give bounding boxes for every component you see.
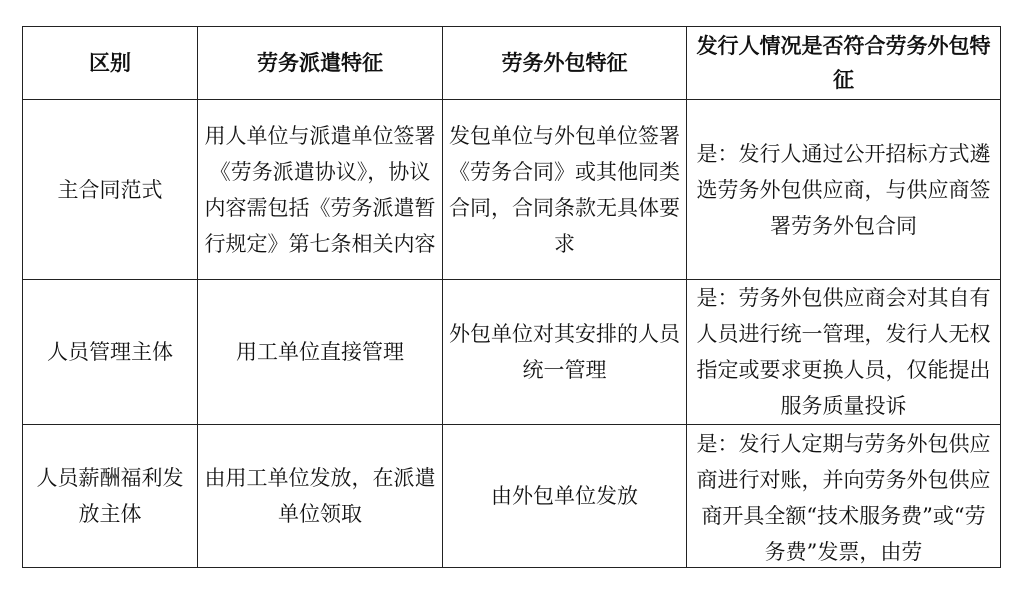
header-category-label: 区别 (89, 51, 131, 75)
cell-outsourcing-text: 发包单位与外包单位签署《劳务合同》或其他同类合同，合同条款无具体要求 (449, 123, 680, 256)
cell-outsourcing-text: 外包单位对其安排的人员统一管理 (449, 322, 680, 382)
header-dispatch (198, 27, 443, 100)
table-header-row (23, 27, 1001, 100)
cell-outsourcing (443, 100, 687, 280)
cell-issuer-text: 是：发行人通过公开招标方式遴选劳务外包供应商，与供应商签署劳务外包合同 (696, 141, 991, 238)
cell-dispatch (198, 425, 443, 568)
cell-category-text: 人员管理主体 (47, 340, 173, 364)
cell-dispatch (198, 100, 443, 280)
cell-outsourcing (443, 425, 687, 568)
cell-outsourcing-text: 由外包单位发放 (491, 484, 638, 508)
cell-dispatch-text: 用工单位直接管理 (236, 340, 404, 364)
cell-category-text: 主合同范式 (57, 177, 163, 202)
cell-dispatch-text: 由用工单位发放，在派遣单位领取 (204, 466, 436, 526)
table-row (23, 100, 1001, 280)
cell-issuer (687, 425, 1001, 568)
header-category (23, 27, 198, 100)
table-row (23, 280, 1001, 425)
header-issuer (687, 27, 1001, 100)
cell-dispatch (198, 280, 443, 425)
cell-outsourcing (443, 280, 687, 425)
cell-dispatch-text: 用人单位与派遣单位签署《劳务派遣协议》，协议内容需包括《劳务派遣暂行规定》第七条相关内容 (204, 123, 436, 256)
cell-category (23, 280, 198, 425)
cell-category (23, 425, 198, 568)
comparison-table (22, 26, 1001, 568)
table-row (23, 425, 1001, 568)
header-dispatch-label: 劳务派遣特征 (257, 51, 383, 75)
cell-category (23, 100, 198, 280)
header-outsourcing-label: 劳务外包特征 (501, 51, 628, 75)
cell-issuer-text: 是：发行人定期与劳务外包供应商进行对账，并向劳务外包供应商开具全额“技术服务费”或“劳务费”发票，由劳 (696, 432, 991, 564)
header-issuer-label: 发行人情况是否符合劳务外包特征 (696, 34, 991, 92)
cell-issuer-text: 是：劳务外包供应商会对其自有人员进行统一管理，发行人无权指定或要求更换人员，仅能提出服务质量投诉 (696, 286, 991, 418)
header-outsourcing (443, 27, 687, 100)
cell-category-text: 人员薪酬福利发放主体 (36, 466, 184, 526)
cell-issuer (687, 280, 1001, 425)
cell-issuer (687, 100, 1001, 280)
